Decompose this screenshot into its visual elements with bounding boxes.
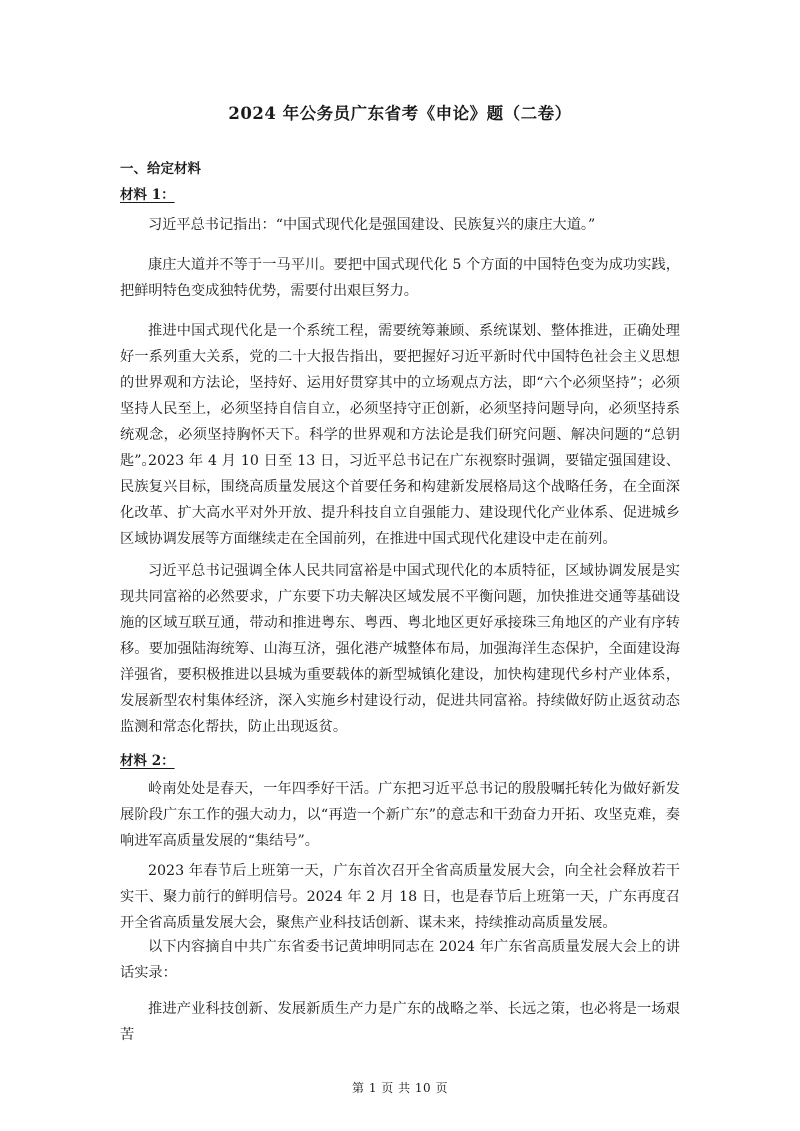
material-1-paragraph: 康庄大道并不等于一马平川。要把中国式现代化 5 个方面的中国特色变为成功实践，把鲜明特色变成独特优势，需要付出艰巨努力。 (120, 257, 680, 299)
page-footer: 第 1 页 共 10 页 (352, 1081, 448, 1095)
material-1-paragraph: 推进中国式现代化是一个系统工程，需要统筹兼顾、系统谋划、整体推进，正确处理好一系列重大关系，党的二十大报告指出，要把握好习近平新时代中国特色社会主义思想的世界观和方法论，坚持好、运用好贯穿其中的立场观点方法，即“六个必须坚持”；必须坚持人民至上，必须坚持自信自立，必须坚持守正创新，必须坚持问题导向，必须坚持系统观念，必须坚持胸怀天下。科学的世界观和方法论是我们研究问题、解决问题的“总钥匙”。 (120, 323, 680, 469)
document-title: 2024 年公务员广东省考《申论》题（二卷） (228, 104, 572, 123)
material-1-label: 材料 1： (120, 187, 175, 203)
material-1-paragraph: 习近平总书记指出：“中国式现代化是强国建设、民族复兴的康庄大道。” (148, 217, 596, 233)
material-2-paragraph: 以下内容摘自中共广东省委书记黄坤明同志在 2024 年广东省高质量发展大会上的讲话实录： (120, 939, 680, 981)
section-heading: 一、给定材料 (120, 161, 201, 177)
material-1-paragraph: 习近平总书记强调全体人民共同富裕是中国式现代化的本质特征，区域协调发展是实现共同富裕的必然要求，广东要下功夫解决区域发展不平衡问题，加快推进交通等基础设施的区域互联互通，带动和推进粤东、粤西、粤北地区更好承接珠三角地区的产业有序转移。要加强陆海统筹、山海互济，强化港产城整体布局，加强海洋生态保护，全面建设海洋强省，要积极推进以县城为重要载体的新型城镇化建设，加快构建现代乡村产业体系，发展新型农村集体经济，深入实施乡村建设行动，促进共同富裕。持续做好防止返贫动态监测和常态化帮扶，防止出现返贫。 (120, 563, 680, 735)
material-2-paragraph: 岭南处处是春天，一年四季好干活。广东把习近平总书记的殷殷嘱托转化为做好新发展阶段广东工作的强大动力，以“再造一个新广东”的意志和干劲奋力开拓、攻坚克难，奏响进军高质量发展的“集结号”。 (120, 781, 680, 849)
material-2-paragraph: 2023 年春节后上班第一天，广东首次召开全省高质量发展大会，向全社会释放若干实干、聚力前行的鲜明信号。2024 年 2 月 18 日，也是春节后上班第一天，广东再度召开全省高质量发展大会，聚焦产业科技话创新、谋未来，持续推动高质量发展。 (120, 863, 680, 931)
material-2-paragraph: 推进产业科技创新、发展新质生产力是广东的战略之举、长远之策，也必将是一场艰苦 (120, 1001, 680, 1043)
material-1-paragraph: 2023 年 4 月 10 日至 13 日，习近平总书记在广东视察时强调，要锚定强国建设、民族复兴目标，围绕高质量发展这个首要任务和构建新发展格局这个战略任务，在全面深化改革、扩大高水平对外开放、提升科技自立自强能力、建设现代化产业体系、促进城乡区域协调发展等方面继续走在全国前列，在推进中国式现代化建设中走在前列。 (120, 453, 680, 547)
material-2-label: 材料 2： (120, 753, 175, 769)
